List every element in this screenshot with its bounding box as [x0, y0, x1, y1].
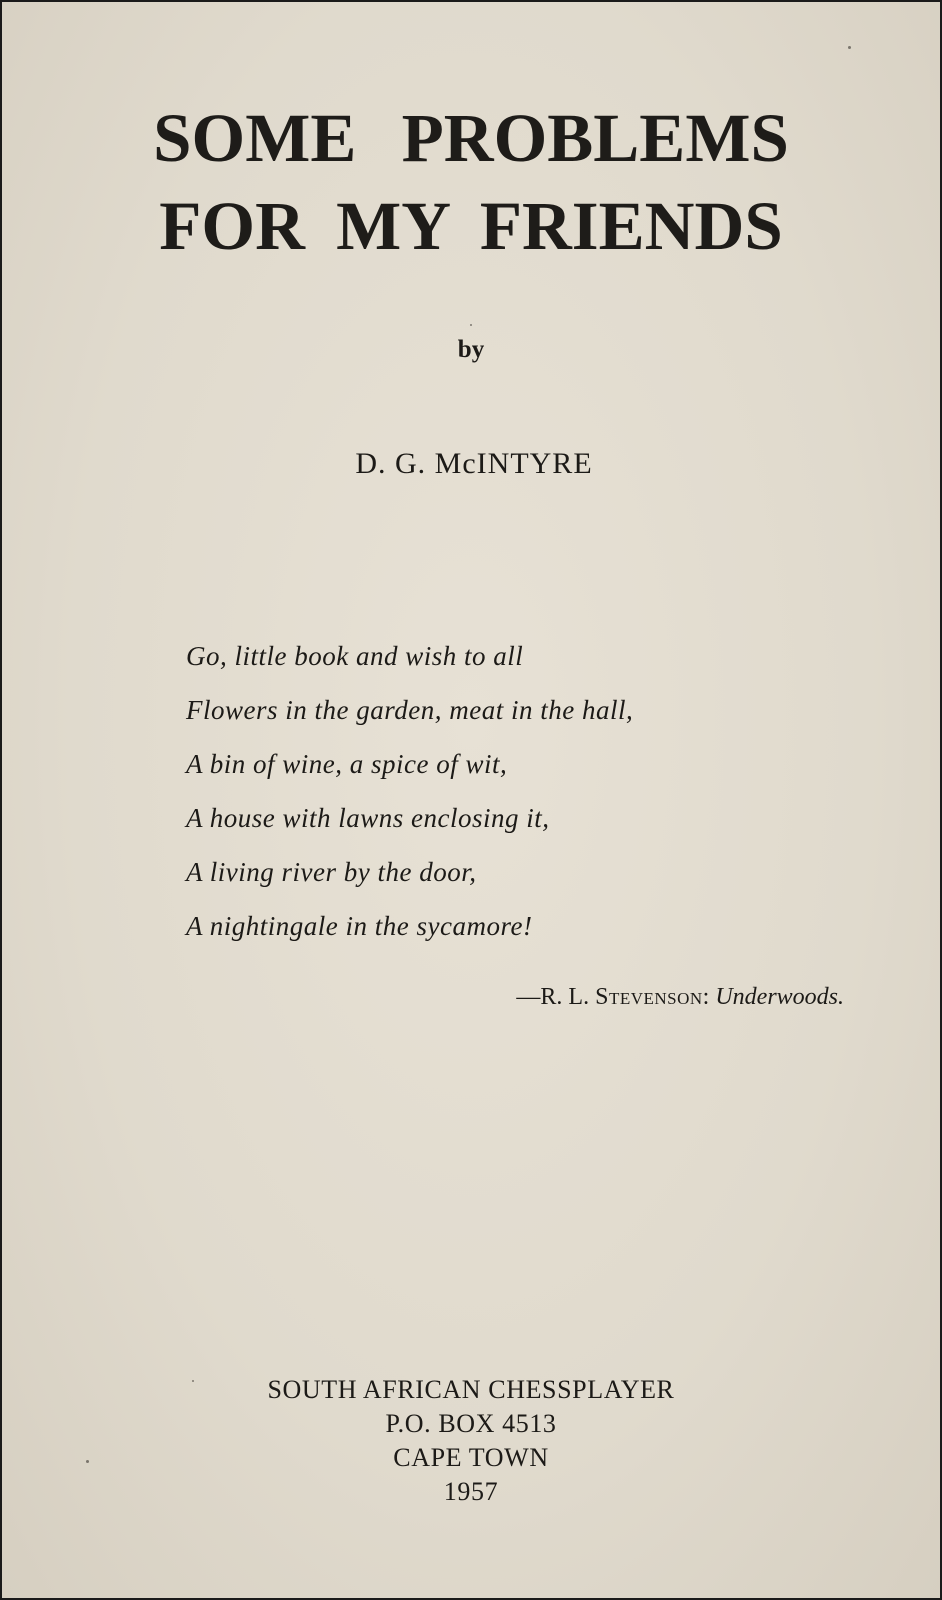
paper-speck	[848, 46, 851, 49]
publication-year: 1957	[443, 1477, 499, 1506]
attribution-separator: :	[702, 984, 716, 1010]
poem-line: A house with lawns enclosing it,	[186, 803, 550, 833]
book-title	[2, 94, 940, 270]
publisher-imprint	[2, 1373, 940, 1509]
attribution-author: Stevenson	[595, 984, 703, 1010]
book-title-line-1: SOME PROBLEMS	[153, 100, 789, 176]
attribution-work: Underwoods.	[715, 984, 844, 1010]
paper-speck	[192, 1380, 194, 1382]
publisher-city: CAPE TOWN	[393, 1443, 549, 1472]
author-name: D. G. McINTYRE	[355, 447, 593, 480]
epigraph-poem	[186, 640, 633, 964]
attribution-prefix: —R. L.	[516, 984, 596, 1010]
poem-line: A living river by the door,	[186, 857, 477, 887]
paper-speck	[86, 1460, 89, 1463]
publisher-name: SOUTH AFRICAN CHESSPLAYER	[267, 1375, 675, 1404]
poem-line: A bin of wine, a spice of wit,	[186, 749, 508, 779]
byline: by	[457, 336, 485, 363]
poem-line: A nightingale in the sycamore!	[186, 911, 533, 941]
publisher-address: P.O. BOX 4513	[385, 1409, 557, 1438]
paper-speck	[470, 324, 472, 326]
epigraph-attribution	[516, 982, 844, 1012]
poem-line: Flowers in the garden, meat in the hall,	[186, 695, 634, 725]
book-title-line-2: FOR MY FRIENDS	[159, 188, 783, 264]
poem-line: Go, little book and wish to all	[186, 641, 524, 671]
